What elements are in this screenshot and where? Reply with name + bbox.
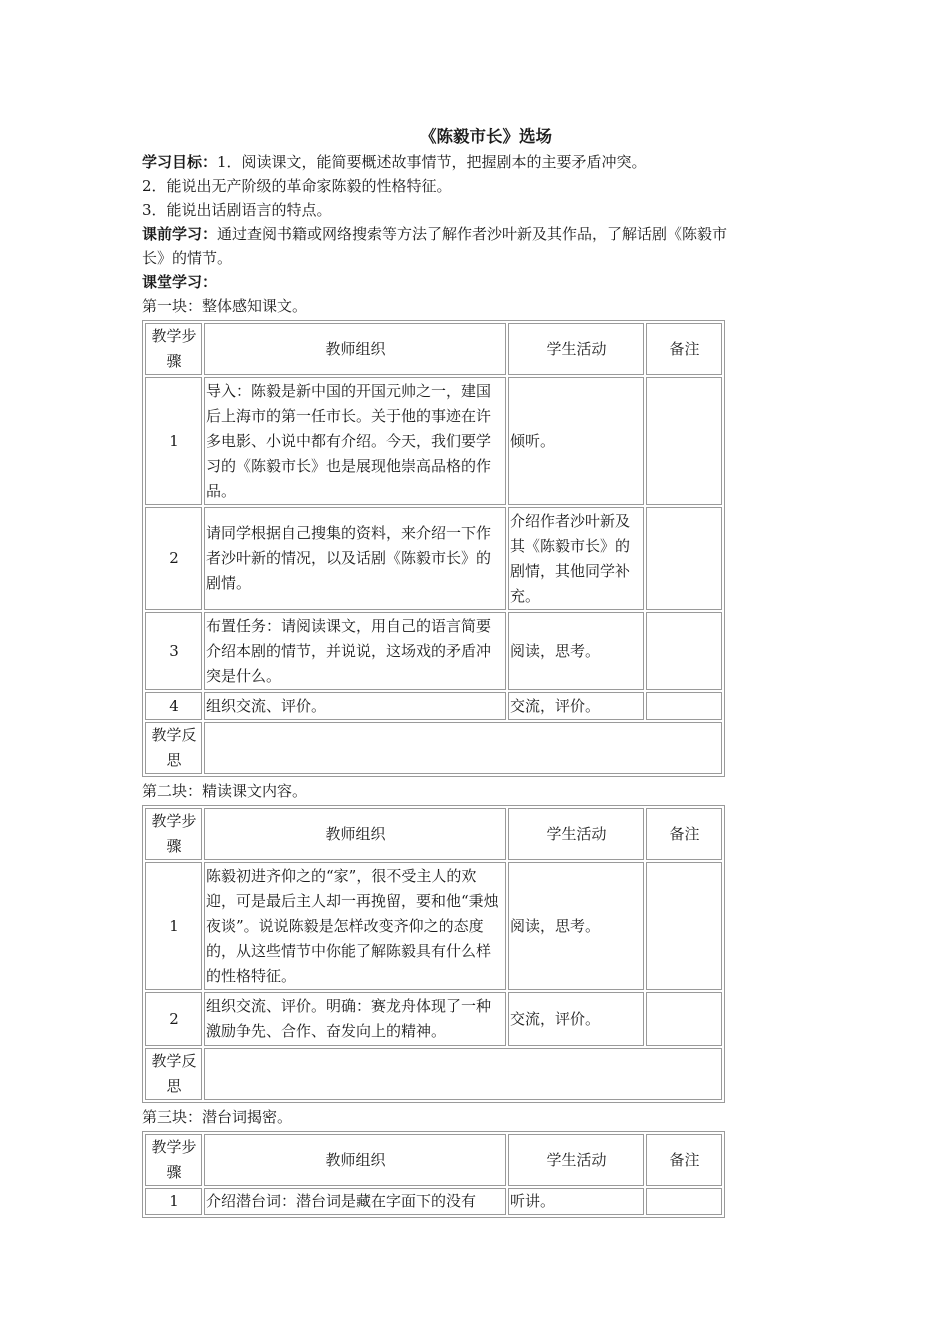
table-row: [145, 507, 722, 610]
row-note: [646, 862, 722, 990]
row-step: 2: [145, 507, 202, 610]
header-step: 教学步骤: [145, 323, 202, 375]
objectives-line-1: [142, 150, 802, 174]
row-note: [646, 507, 722, 610]
table-row: [145, 377, 722, 505]
block2-heading: 第二块：精读课文内容。: [142, 782, 308, 800]
header-teacher: 教师组织: [204, 1134, 506, 1186]
reflection-label: 教学反思: [145, 1048, 202, 1100]
prestudy-text-cont: 长》的情节。: [142, 249, 233, 267]
block3-heading: 第三块：潜台词揭密。: [142, 1108, 293, 1126]
row-note: [646, 612, 722, 690]
row-student: 交流，评价。: [508, 992, 644, 1046]
reflection-content: [204, 722, 722, 774]
row-step: 1: [145, 1188, 202, 1215]
row-student: 介绍作者沙叶新及其《陈毅市长》的剧情，其他同学补充。: [508, 507, 644, 610]
row-note: [646, 992, 722, 1046]
prestudy-text: 通过查阅书籍或网络搜索等方法了解作者沙叶新及其作品，了解话剧《陈毅市: [217, 225, 728, 243]
reflection-row: [145, 1048, 722, 1100]
reflection-label: 教学反思: [145, 722, 202, 774]
reflection-content: [204, 1048, 722, 1100]
row-note: [646, 692, 722, 720]
prestudy-line: [142, 222, 802, 246]
row-student: 倾听。: [508, 377, 644, 505]
table-row: [145, 1188, 722, 1215]
table-row: [145, 692, 722, 720]
prestudy-label: 课前学习：: [142, 225, 218, 243]
class-label: 课堂学习：: [142, 273, 218, 291]
row-student: 阅读，思考。: [508, 862, 644, 990]
row-teacher: 布置任务：请阅读课文，用自己的语言简要介绍本剧的情节，并说说，这场戏的矛盾冲突是什么。: [204, 612, 506, 690]
row-student: 交流，评价。: [508, 692, 644, 720]
table-header-row: [145, 808, 722, 860]
block1-table: [142, 320, 725, 777]
row-step: 2: [145, 992, 202, 1046]
header-note: 备注: [646, 1134, 722, 1186]
reflection-row: [145, 722, 722, 774]
header-student: 学生活动: [508, 323, 644, 375]
table-header-row: [145, 323, 722, 375]
row-step: 3: [145, 612, 202, 690]
row-step: 1: [145, 862, 202, 990]
row-teacher: 导入：陈毅是新中国的开国元帅之一，建国后上海市的第一任市长。关于他的事迹在许多电影、小说中都有介绍。今天，我们要学习的《陈毅市长》也是展现他崇高品格的作品。: [204, 377, 506, 505]
header-teacher: 教师组织: [204, 323, 506, 375]
row-teacher: 组织交流、评价。明确：赛龙舟体现了一种激励争先、合作、奋发向上的精神。: [204, 992, 506, 1046]
header-student: 学生活动: [508, 808, 644, 860]
row-step: 1: [145, 377, 202, 505]
row-teacher: 陈毅初进齐仰之的“家”，很不受主人的欢迎，可是最后主人却一再挽留，要和他“秉烛夜谈”。说说陈毅是怎样改变齐仰之的态度的，从这些情节中你能了解陈毅具有什么样的性格特征。: [204, 862, 506, 990]
header-note: 备注: [646, 323, 722, 375]
block3-table: [142, 1131, 725, 1218]
header-note: 备注: [646, 808, 722, 860]
objective-item: 3．能说出话剧语言的特点。: [142, 201, 332, 219]
block2-table: [142, 805, 725, 1103]
row-teacher: 介绍潜台词：潜台词是藏在字面下的没有: [204, 1188, 506, 1215]
row-step: 4: [145, 692, 202, 720]
header-step: 教学步骤: [145, 1134, 202, 1186]
row-student: 听讲。: [508, 1188, 644, 1215]
table-row: [145, 612, 722, 690]
block1-heading: 第一块：整体感知课文。: [142, 297, 308, 315]
objectives-label: 学习目标：: [142, 153, 218, 171]
table-row: [145, 992, 722, 1046]
objective-item: 1．阅读课文，能简要概述故事情节，把握剧本的主要矛盾冲突。: [217, 153, 647, 171]
table-row: [145, 862, 722, 990]
row-note: [646, 1188, 722, 1215]
header-step: 教学步骤: [145, 808, 202, 860]
row-student: 阅读，思考。: [508, 612, 644, 690]
header-student: 学生活动: [508, 1134, 644, 1186]
document-title: 《陈毅市长》选场: [420, 127, 552, 146]
row-teacher: 组织交流、评价。: [204, 692, 506, 720]
document-page: [142, 124, 802, 1220]
header-teacher: 教师组织: [204, 808, 506, 860]
objective-item: 2．能说出无产阶级的革命家陈毅的性格特征。: [142, 177, 452, 195]
row-note: [646, 377, 722, 505]
table-header-row: [145, 1134, 722, 1186]
row-teacher: 请同学根据自己搜集的资料，来介绍一下作者沙叶新的情况，以及话剧《陈毅市长》的剧情。: [204, 507, 506, 610]
